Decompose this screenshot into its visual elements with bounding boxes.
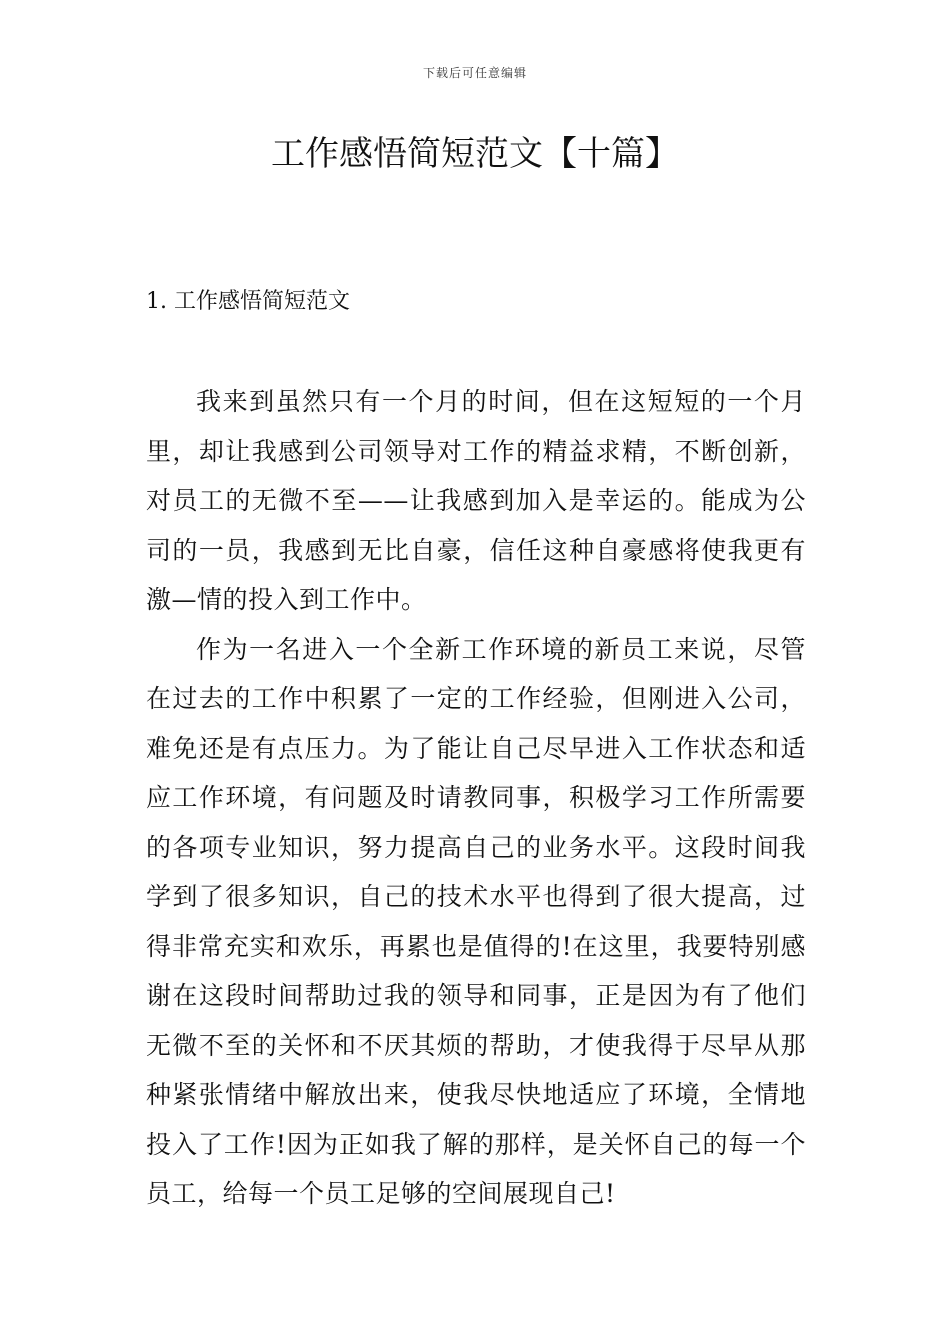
section-body <box>146 377 806 1219</box>
document-title: 工作感悟简短范文【十篇】 <box>271 134 679 174</box>
paragraph: 我来到虽然只有一个月的时间，但在这短短的一个月里，却让我感到公司领导对工作的精益求精，不断创新，对员工的无微不至——让我感到加入是幸运的。能成为公司的一员，我感到无比自豪，信任这种自豪感将使我更有激—情的投入到工作中。 <box>146 387 806 614</box>
paragraph: 作为一名进入一个全新工作环境的新员工来说，尽管在过去的工作中积累了一定的工作经验，但刚进入公司，难免还是有点压力。为了能让自己尽早进入工作状态和适应工作环境，有问题及时请教同事，积极学习工作所需要的各项专业知识，努力提高自己的业务水平。这段时间我学到了很多知识，自己的技术水平也得到了很大提高，过得非常充实和欢乐，再累也是值得的!在这里，我要特别感谢在这段时间帮助过我的领导和同事，正是因为有了他们无微不至的关怀和不厌其烦的帮助，才使我得于尽早从那种紧张情绪中解放出来，使我尽快地适应了环境，全情地投入了工作!因为正如我了解的那样，是关怀自己的每一个员工，给每一个员工足够的空间展现自己! <box>146 634 806 1208</box>
section-heading: 1. 工作感悟简短范文 <box>146 289 350 314</box>
header-note: 下载后可任意编辑 <box>422 66 527 80</box>
